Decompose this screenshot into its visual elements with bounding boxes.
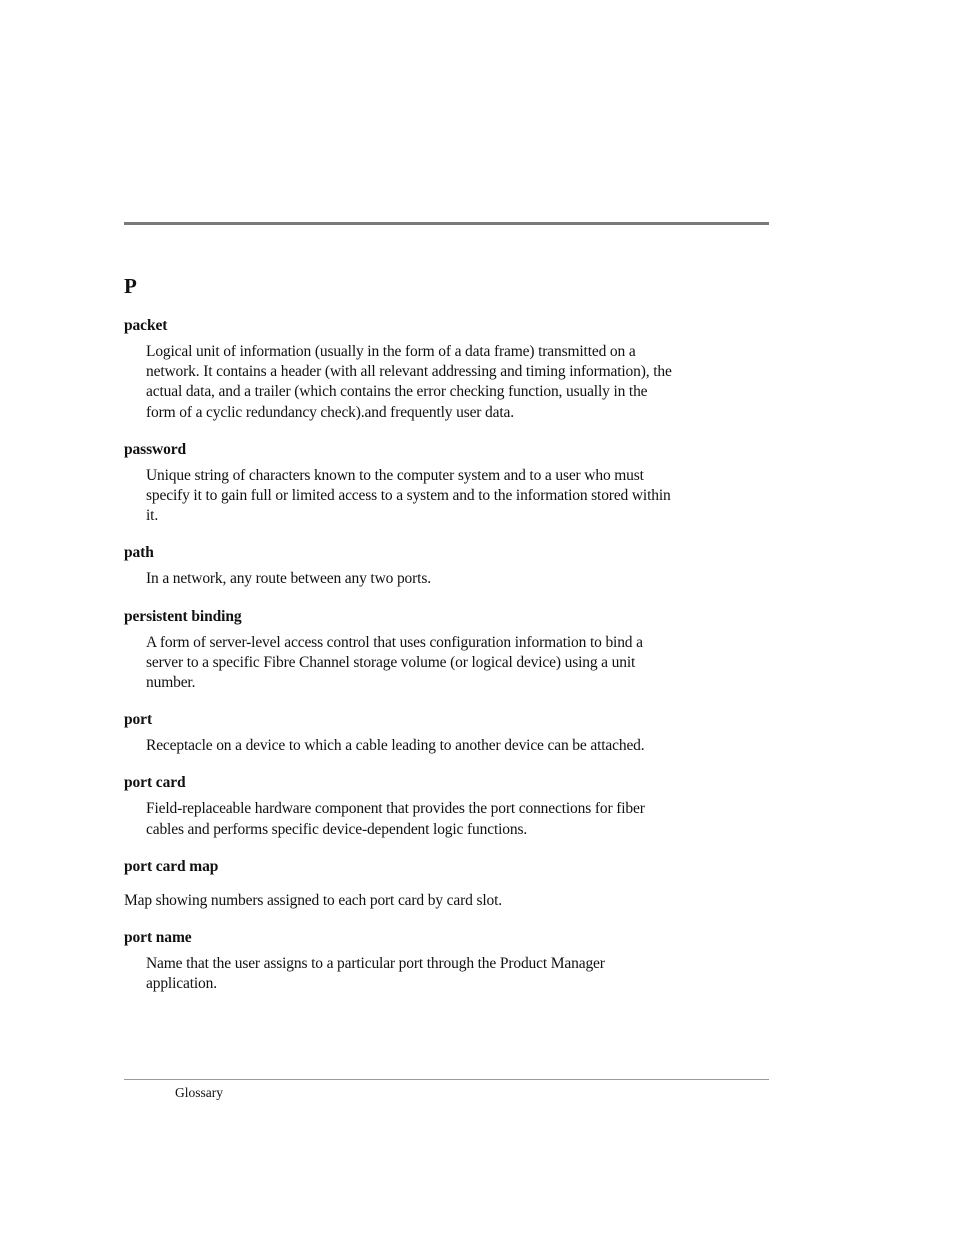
definition-line: Name that the user assigns to a particular port through the Product Manager <box>146 955 605 973</box>
definition-line: cables and performs specific device-dependent logic functions. <box>146 820 528 838</box>
glossary-definition <box>124 954 744 994</box>
glossary-term: path <box>124 544 154 562</box>
glossary-entry <box>124 857 744 911</box>
section-letter: P <box>124 274 137 298</box>
glossary-entry <box>124 710 744 756</box>
footer-rule <box>124 1079 769 1080</box>
glossary-list <box>124 316 744 1011</box>
glossary-term: persistent binding <box>124 607 242 625</box>
definition-line: A form of server-level access control that uses configuration information to bind a <box>146 633 643 651</box>
definition-line: network. It contains a header (with all relevant addressing and timing information), the <box>146 363 672 381</box>
definition-line: actual data, and a trailer (which contains the error checking function, usually in the <box>146 383 648 401</box>
glossary-definition <box>124 891 744 911</box>
definition-line: Map showing numbers assigned to each port card by card slot. <box>124 891 502 909</box>
glossary-entry <box>124 440 744 527</box>
definition-line: number. <box>146 674 196 692</box>
definition-line: Logical unit of information (usually in the form of a data frame) transmitted on a <box>146 343 636 360</box>
definition-line: it. <box>146 507 159 525</box>
definition-line: In a network, any route between any two ports. <box>146 570 431 588</box>
definition-line: Unique string of characters known to the computer system and to a user who must <box>146 466 644 484</box>
glossary-entry <box>124 316 744 423</box>
glossary-definition <box>124 633 744 694</box>
glossary-definition <box>124 569 744 589</box>
glossary-entry <box>124 543 744 589</box>
glossary-term: port name <box>124 929 192 947</box>
glossary-definition <box>124 799 744 839</box>
glossary-definition <box>124 466 744 527</box>
glossary-term: port card <box>124 774 186 792</box>
glossary-definition <box>124 342 744 423</box>
glossary-definition <box>124 736 744 756</box>
glossary-term: port card map <box>124 857 219 875</box>
glossary-entry <box>124 607 744 694</box>
definition-line: Field-replaceable hardware component that provides the port connections for fiber <box>146 800 645 818</box>
definition-line: specify it to gain full or limited access to a system and to the information stored within <box>146 487 671 505</box>
glossary-entry <box>124 928 744 994</box>
definition-line: application. <box>146 975 217 993</box>
definition-line: form of a cyclic redundancy check).and frequently user data. <box>146 403 514 421</box>
glossary-entry <box>124 773 744 839</box>
header-rule <box>124 222 769 225</box>
definition-line: Receptacle on a device to which a cable leading to another device can be attached. <box>146 737 645 755</box>
glossary-term: packet <box>124 317 168 334</box>
glossary-term: password <box>124 440 187 458</box>
glossary-term: port <box>124 711 153 729</box>
footer-section-label: Glossary <box>175 1085 223 1100</box>
definition-line: server to a specific Fibre Channel storage volume (or logical device) using a unit <box>146 653 636 671</box>
